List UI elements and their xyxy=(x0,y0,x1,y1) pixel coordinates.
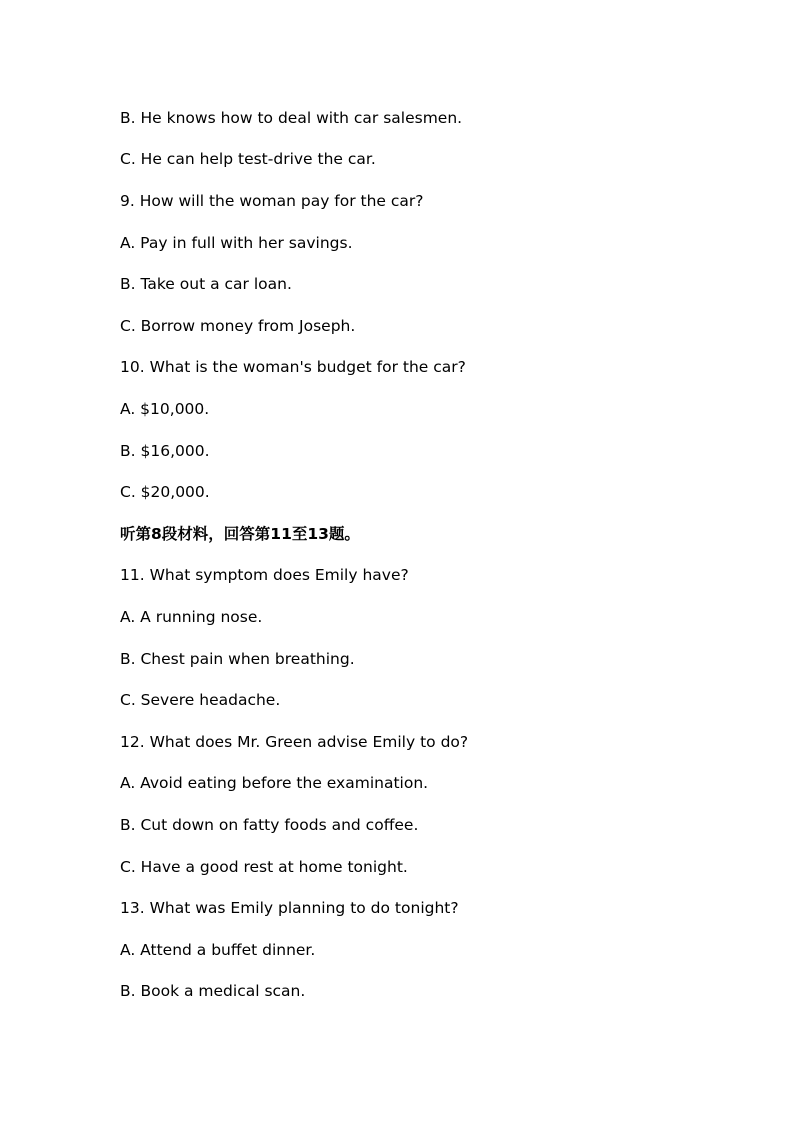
option-8b: B. He knows how to deal with car salesmen. xyxy=(120,109,463,127)
option-11a: A. A running nose. xyxy=(120,608,263,626)
question-11: 11. What symptom does Emily have? xyxy=(120,566,409,584)
option-9c: C. Borrow money from Joseph. xyxy=(120,317,356,335)
option-11c: C. Severe headache. xyxy=(120,691,281,709)
option-10c: C. $20,000. xyxy=(120,483,210,501)
option-12c: C. Have a good rest at home tonight. xyxy=(120,858,408,876)
question-10: 10. What is the woman's budget for the car? xyxy=(120,358,466,376)
question-12: 12. What does Mr. Green advise Emily to do? xyxy=(120,733,469,751)
option-13b: B. Book a medical scan. xyxy=(120,982,306,1000)
option-13a: A. Attend a buffet dinner. xyxy=(120,941,316,959)
option-8c: C. He can help test-drive the car. xyxy=(120,150,376,168)
option-9b: B. Take out a car loan. xyxy=(120,275,292,293)
section-heading: 听第8段材料，回答第11至13题。 xyxy=(120,525,360,543)
question-13: 13. What was Emily planning to do tonight? xyxy=(120,899,459,917)
option-12a: A. Avoid eating before the examination. xyxy=(120,774,429,792)
option-12b: B. Cut down on fatty foods and coffee. xyxy=(120,816,419,834)
option-10a: A. $10,000. xyxy=(120,400,210,418)
question-9: 9. How will the woman pay for the car? xyxy=(120,192,424,210)
option-11b: B. Chest pain when breathing. xyxy=(120,650,355,668)
option-9a: A. Pay in full with her savings. xyxy=(120,234,353,252)
option-10b: B. $16,000. xyxy=(120,442,210,460)
